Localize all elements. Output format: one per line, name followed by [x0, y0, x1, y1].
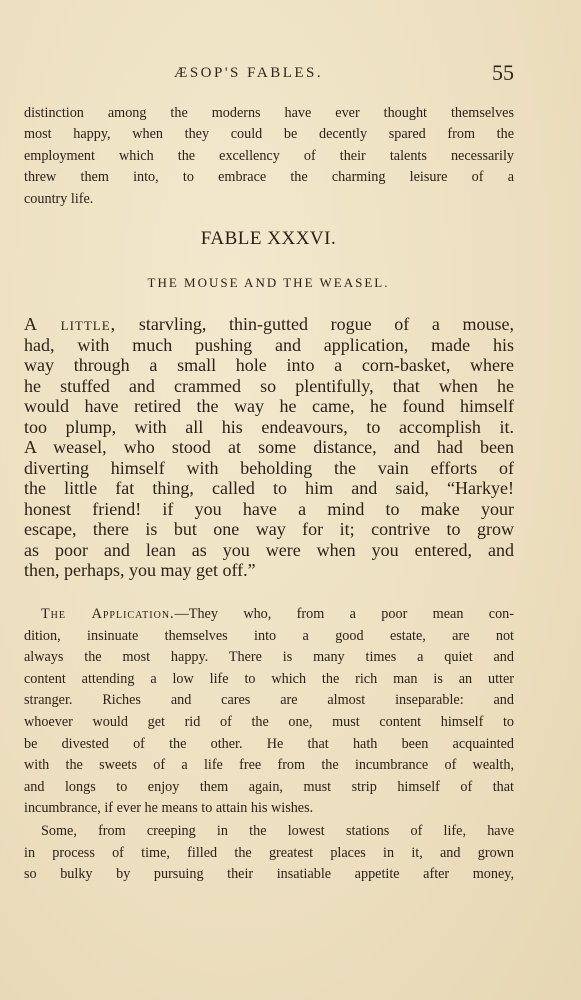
text-line: had, with much pushing and application, made his — [24, 334, 514, 355]
text-line: honest friend! if you have a mind to make your — [24, 498, 514, 519]
text-line: in process of time, filled the greatest places in it, and grown — [24, 844, 514, 861]
text-line: employment which the excellency of their talents necessarily — [24, 147, 514, 164]
continuation-paragraph — [24, 103, 514, 210]
text-line: escape, there is but one way for it; contrive to grow — [24, 519, 514, 539]
text-line: whoever would get rid of the one, must content himself to — [24, 713, 514, 730]
fable-opening-words: A little, — [24, 314, 117, 334]
fable-body — [24, 314, 514, 581]
text-line — [24, 314, 514, 335]
application-paragraph — [24, 604, 514, 820]
text-line: too plump, with all his endeavours, to accomplish it. — [24, 416, 514, 437]
text-line: so bulky by pursuing their insatiable appetite after money, — [24, 866, 514, 883]
text-line: A weasel, who stood at some distance, and had been — [24, 437, 514, 457]
running-title: ÆSOP'S FABLES. — [174, 65, 324, 81]
text-line: stranger. Riches and cares are almost inseparable: and — [24, 692, 514, 709]
text-line — [24, 821, 514, 843]
text-line: and longs to enjoy them again, must strip himself of that — [24, 778, 514, 795]
page-number: 55 — [492, 60, 514, 85]
application-label: The Application. — [41, 606, 175, 622]
text-line: country life. — [24, 190, 94, 207]
text-line: be divested of the other. He that hath been acquainted — [24, 735, 514, 752]
text-line: the little fat thing, called to him and said, “Harkye! — [24, 478, 514, 498]
text-line: way through a small hole into a corn-basket, where — [24, 355, 514, 375]
text-line: distinction among the moderns have ever thought themselves — [24, 105, 514, 121]
text-line: incumbrance, if ever he means to attain his wishes. — [24, 800, 314, 817]
text-line: always the most happy. There is many times a quiet and — [24, 649, 514, 666]
text-line: he stuffed and crammed so plentifully, that when he — [24, 375, 514, 396]
fable-title: FABLE XXXVI. — [200, 228, 337, 249]
text-line: most happy, when they could be decently spared from the — [24, 126, 514, 143]
text-line: diverting himself with beholding the vain efforts of — [24, 457, 514, 478]
text-line: as poor and lean as you were when you entered, and — [24, 539, 514, 560]
application-first-line: —They who, from a poor mean con- — [174, 606, 514, 622]
application-second-paragraph — [24, 821, 514, 886]
fable-first-line: starvling, thin-gutted rogue of a mouse, — [116, 314, 514, 334]
text-line: threw them into, to embrace the charming leisure of a — [24, 169, 514, 186]
running-head — [24, 62, 514, 86]
second-paragraph-first-line: Some, from creeping in the lowest stations of life, have — [41, 823, 514, 839]
text-line: would have retired the way he came, he found himself — [24, 396, 514, 416]
text-line: then, perhaps, you may get off.” — [24, 560, 256, 580]
text-line: with the sweets of a life free from the incumbrance of wealth, — [24, 757, 514, 774]
text-line — [24, 604, 514, 626]
text-line: content attending a low life to which the rich man is an utter — [24, 670, 514, 687]
fable-subtitle: THE MOUSE AND THE WEASEL. — [147, 275, 390, 290]
text-line: dition, insinuate themselves into a good estate, are not — [24, 627, 514, 644]
